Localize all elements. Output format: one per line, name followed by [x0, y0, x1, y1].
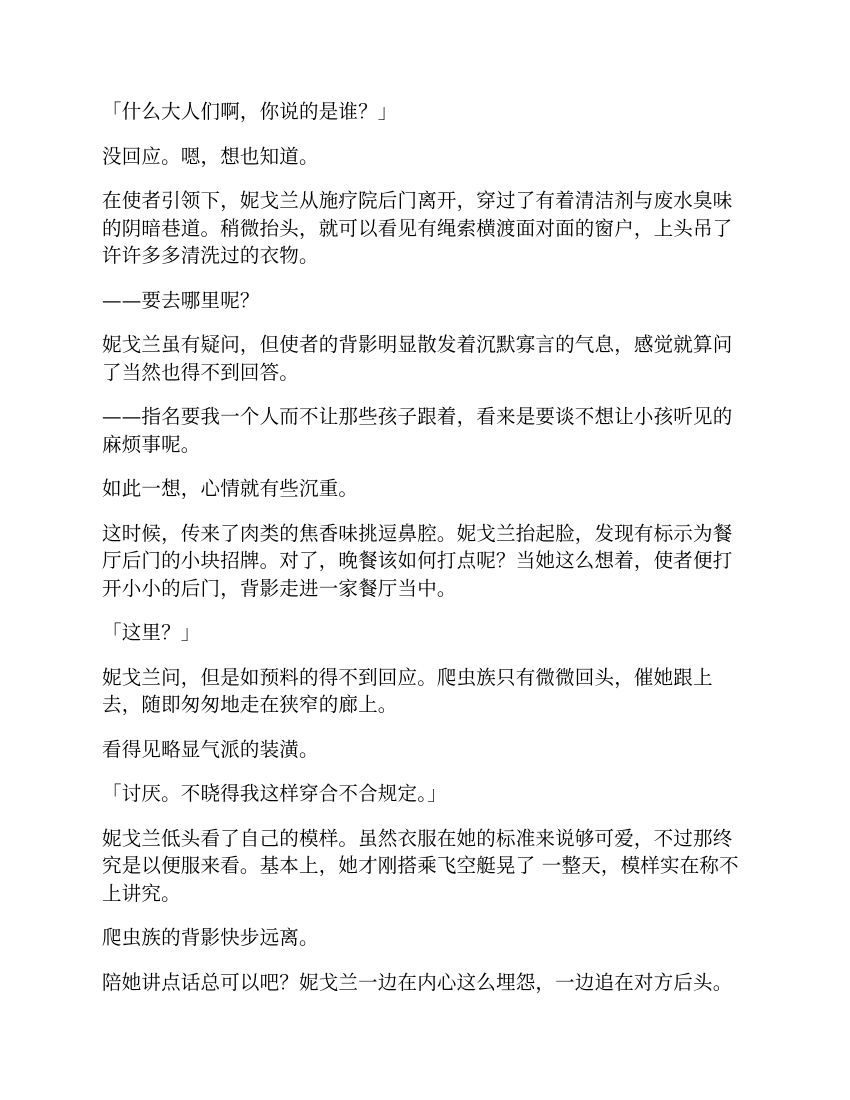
- paragraph: ——指名要我一个人而不让那些孩子跟着，看来是要谈不想让小孩听见的麻烦事呢。: [102, 405, 733, 456]
- paragraph: 爬虫族的背影快步远离。: [102, 926, 319, 949]
- paragraph: 陪她讲点话总可以吧？妮戈兰一边在内心这么埋怨，一边追在对方后头。: [102, 970, 733, 994]
- paragraph: 妮戈兰问，但是如预料的得不到回应。爬虫族只有微微回头，催她跟上去，随即匆匆地走在狭窄的廊上。: [102, 665, 713, 716]
- document-page: [102, 98, 752, 1013]
- paragraph: 「什么大人们啊，你说的是谁？」: [102, 100, 398, 123]
- paragraph: 在使者引领下，妮戈兰从施疗院后门离开，穿过了有着清洁剂与废水臭味的阴暗巷道。稍微抬头，就可以看见有绳索横渡面对面的窗户，上头吊了许许多多清洗过的衣物。: [102, 189, 733, 267]
- paragraph: 妮戈兰低头看了自己的模样。虽然衣服在她的标准来说够可爱，不过那终究是以便服来看。基本上，她才刚搭乘飞空艇晃了 一整天，模样实在称不上讲究。: [102, 826, 739, 905]
- paragraph: 如此一想，心情就有些沉重。: [102, 477, 359, 500]
- paragraph: 这时候，传来了肉类的焦香味挑逗鼻腔。妮戈兰抬起脸，发现有标示为餐厅后门的小块招牌。对了，晚餐该如何打点呢？当她这么想着，使者便打开小小的后门，背影走进一家餐厅当中。: [102, 521, 733, 600]
- paragraph: 看得见略显气派的装潢。: [102, 737, 319, 761]
- paragraph: 「这里？」: [102, 621, 201, 644]
- paragraph: 妮戈兰虽有疑问，但使者的背影明显散发着沉默寡言的气息，感觉就算问了当然也得不到回答。: [102, 333, 733, 384]
- paragraph: 没回应。嗯，想也知道。: [102, 144, 319, 168]
- paragraph: 「讨厌。不晓得我这样穿合不合规定。」: [102, 782, 447, 805]
- paragraph: ——要去哪里呢？: [102, 288, 260, 312]
